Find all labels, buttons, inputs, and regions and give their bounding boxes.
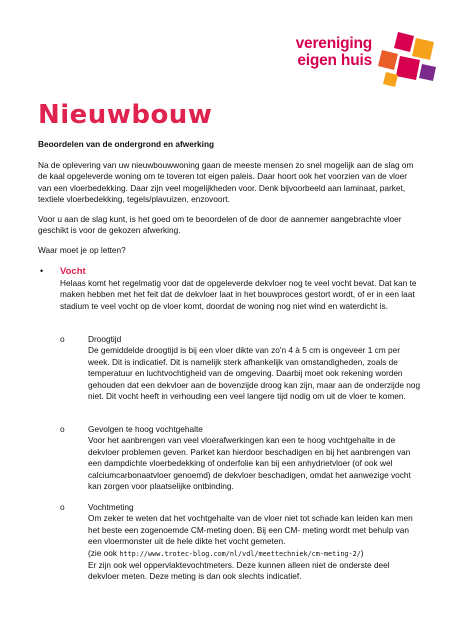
list-item-title: Gevolgen te hoog vochtgehalte (88, 424, 203, 434)
vereniging-eigen-huis-logo (290, 30, 440, 90)
list-item-text: De gemiddelde droogtijd is bij een vloer dikte van zo'n 4 à 5 cm is ongeveer 1 cm per week. Dit is indicatief. Dit is namelijk sterk afhankelijk van omstandigheden, zoals de temperatuur en luchtvochtigheid van de omgeving. Daarbij moet ook rekening worden gehouden dat een dekvloer aan de bovenzijde droog kan zijn, maar aan de onderzijde nog niet. Dit vocht heeft in verhouding een veel langere tijd nodig om uit de vloer te komen. (88, 345, 421, 402)
vocht-paragraph: Helaas komt het regelmatig voor dat de opgeleverde dekvloer nog te veel vocht bevat. Dat kan te maken hebben met het feit dat de dekvloer laat in het bouwproces gestort wordt, of er in een laat stadium te veel vocht op de vloer komt, doordat de woning nog niet wind en waterdicht is. (60, 278, 417, 311)
list-item-title: Droogtijd (88, 334, 122, 344)
reference-line (88, 548, 423, 560)
vocht-heading: Vocht (60, 266, 86, 277)
question-text: Waar moet je op letten? (38, 245, 126, 255)
logo-squares-icon (376, 30, 438, 88)
logo-line-1: vereniging (295, 35, 372, 52)
sub-bullet-icon: o (60, 424, 65, 434)
list-item-vochtmeting (88, 502, 423, 583)
bullet-icon: • (40, 266, 44, 276)
intro-paragraph-1: Na de oplevering van uw nieuwbouwwoning gaan de meeste mensen zo snel mogelijk aan de slag om de kaal opgeleverde woning om te toveren tot eigen paleis. Daar hoort ook het voorzien van de vloer van een vloerbedekking. Daar zijn veel mogelijkheden voor. Denk bijvoorbeeld aan laminaat, parket, textiele vloerbedekking, tegels/plavuizen, enzovoort. (38, 160, 414, 205)
list-item-text-2: Er zijn ook wel oppervlaktevochtmeters. Deze kunnen alleen niet de onderste deel dekvloer meten. Deze meting is dan ook slechts indicatief. (88, 560, 390, 582)
sub-bullet-icon: o (60, 502, 65, 512)
intro-paragraph-2: Voor u aan de slag kunt, is het goed om te beoordelen of de door de aannemer aangebrachte vloer geschikt is voor de gekozen afwerking. (38, 214, 402, 236)
logo-line-2: eigen huis (297, 52, 372, 69)
link-prefix: (zie ook (88, 547, 120, 558)
page-title: Nieuwbouw (38, 100, 213, 130)
section-subtitle: Beoordelen van de ondergrond en afwerking (38, 139, 215, 149)
reference-link[interactable]: http://www.trotec-blog.com/nl/vdl/meettechniek/cm-meting-2/ (119, 549, 361, 558)
list-item-text: Voor het aanbrengen van veel vloerafwerkingen kan een te hoog vochtgehalte in de dekvloer problemen geven. Parket kan hierdoor beschadigen en bij het aanbrengen van een dampdichte vloerbedekking of onderfolie kan bij een anhydrietvloer (of ook wel calciumcarbonaatvloer genoemd) de dekvloer beschadigen, omdat het aanwezige vocht kan zorgen voor plaatselijke ontbinding. (88, 435, 411, 492)
sub-bullet-icon: o (60, 334, 65, 344)
list-item-text: Om zeker te weten dat het vochtgehalte van de vloer niet tot schade kan leiden kan men het beste een zogenoemde CM-meting doen. Bij een CM- meting wordt met behulp van een vloermonster uit de hele dikte het vocht gemeten. (88, 513, 413, 547)
link-suffix: ) (360, 547, 364, 558)
list-item-title: Vochtmeting (88, 502, 134, 512)
list-item-gevolgen (88, 424, 423, 492)
list-item-droogtijd (88, 334, 423, 402)
